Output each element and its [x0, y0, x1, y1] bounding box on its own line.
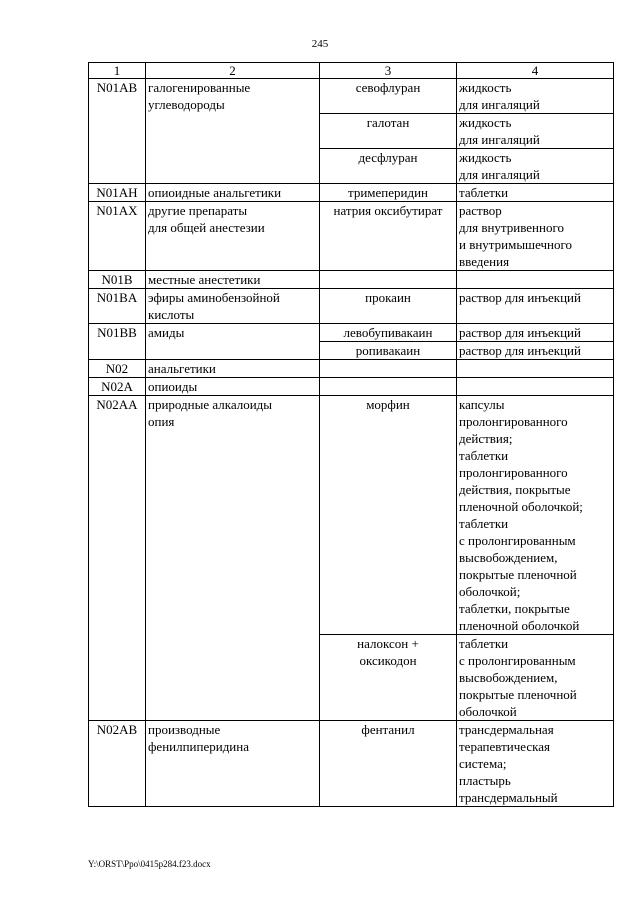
atc-code: N01AH — [89, 184, 146, 202]
table-row — [89, 289, 614, 324]
dosage-form: раствор для инъекций — [457, 342, 614, 360]
atc-code: N01BB — [89, 324, 146, 360]
atc-code: N01BA — [89, 289, 146, 324]
dosage-form: жидкость для ингаляций — [457, 114, 614, 149]
dosage-form: раствор для инъекций — [457, 324, 614, 342]
atc-code: N02 — [89, 360, 146, 378]
page-number: 245 — [311, 38, 329, 50]
group-name: местные анестетики — [146, 271, 320, 289]
group-name: другие препараты для общей анестезии — [146, 202, 320, 271]
table-row — [89, 378, 614, 396]
dosage-form: капсулы пролонгированного действия; таблетки пролонгированного действия, покрытые пленочной оболочкой; таблетки с пролонгированным высвобождением, покрытые пленочной оболочкой; таблетки, покрытые пленочной оболочкой — [457, 396, 614, 635]
drug-name: ропивакаин — [320, 342, 457, 360]
drug-name: налоксон + оксикодон — [320, 635, 457, 721]
atc-code: N02A — [89, 378, 146, 396]
dosage-form — [457, 378, 614, 396]
drug-name: прокаин — [320, 289, 457, 324]
group-name: эфиры аминобензойной кислоты — [146, 289, 320, 324]
drug-name: натрия оксибутират — [320, 202, 457, 271]
file-path-footer: Y:\ORST\Ppo\0415p284.f23.docx — [88, 859, 211, 869]
dosage-form — [457, 271, 614, 289]
drug-name — [320, 271, 457, 289]
column-header: 1 — [89, 63, 146, 79]
drug-classification-table — [88, 62, 614, 807]
group-name: опиоиды — [146, 378, 320, 396]
table-row — [89, 202, 614, 271]
dosage-form: раствор для внутривенного и внутримышечного введения — [457, 202, 614, 271]
table-row — [89, 721, 614, 807]
dosage-form: трансдермальная терапевтическая система; пластырь трансдермальный — [457, 721, 614, 807]
atc-code: N02AA — [89, 396, 146, 721]
drug-name: морфин — [320, 396, 457, 635]
dosage-form — [457, 360, 614, 378]
dosage-form: жидкость для ингаляций — [457, 79, 614, 114]
group-name: галогенированные углеводороды — [146, 79, 320, 184]
table-row — [89, 396, 614, 635]
table-row — [89, 79, 614, 114]
atc-code: N01AX — [89, 202, 146, 271]
group-name: производные фенилпиперидина — [146, 721, 320, 807]
column-header: 4 — [457, 63, 614, 79]
dosage-form: жидкость для ингаляций — [457, 149, 614, 184]
dosage-form: раствор для инъекций — [457, 289, 614, 324]
column-header: 2 — [146, 63, 320, 79]
drug-name: десфлуран — [320, 149, 457, 184]
group-name: опиоидные анальгетики — [146, 184, 320, 202]
group-name: амиды — [146, 324, 320, 360]
table-row — [89, 324, 614, 342]
table-row — [89, 271, 614, 289]
drug-name: галотан — [320, 114, 457, 149]
drug-name: тримеперидин — [320, 184, 457, 202]
dosage-form: таблетки с пролонгированным высвобождением, покрытые пленочной оболочкой — [457, 635, 614, 721]
dosage-form: таблетки — [457, 184, 614, 202]
drug-name: левобупивакаин — [320, 324, 457, 342]
atc-code: N01AB — [89, 79, 146, 184]
table-row — [89, 360, 614, 378]
drug-name — [320, 378, 457, 396]
group-name: анальгетики — [146, 360, 320, 378]
column-header: 3 — [320, 63, 457, 79]
group-name: природные алкалоиды опия — [146, 396, 320, 721]
atc-code: N02AB — [89, 721, 146, 807]
table-row — [89, 184, 614, 202]
drug-name — [320, 360, 457, 378]
drug-name: севофлуран — [320, 79, 457, 114]
table-header-row — [89, 63, 614, 79]
atc-code: N01B — [89, 271, 146, 289]
drug-name: фентанил — [320, 721, 457, 807]
